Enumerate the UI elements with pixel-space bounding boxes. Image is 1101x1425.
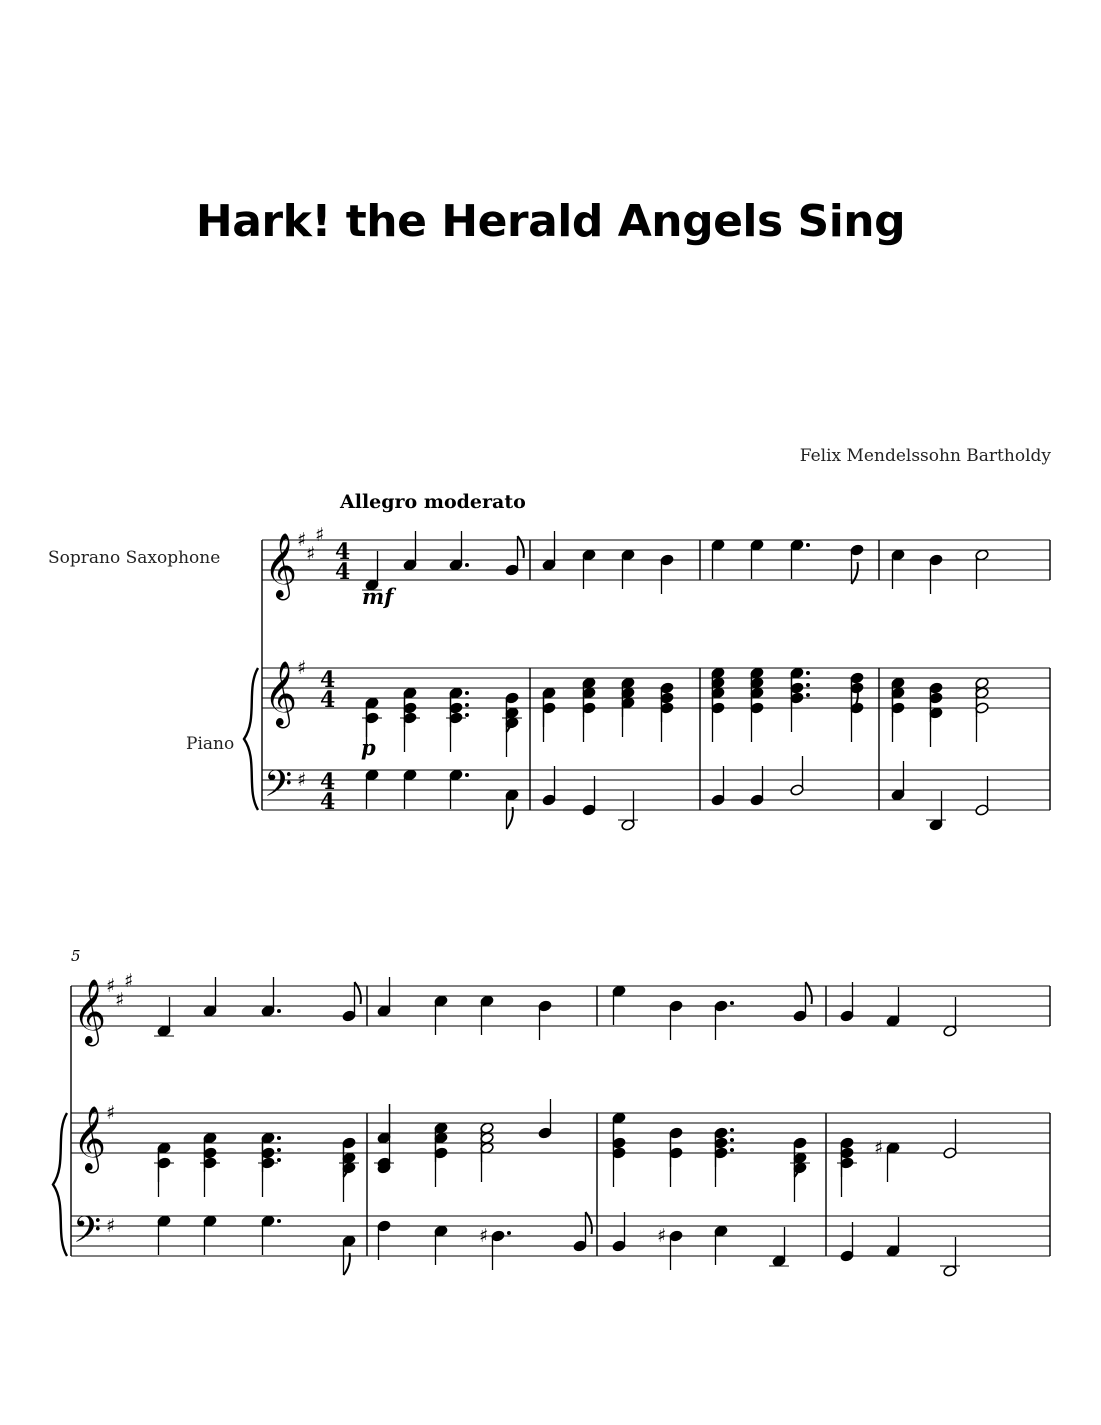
dot (806, 543, 810, 547)
dot (806, 671, 810, 675)
dot (277, 1148, 281, 1152)
dot (465, 713, 469, 717)
key-sharp: ♯ (315, 524, 325, 546)
dynamic-mf: mf (362, 584, 394, 609)
clefs-and-signatures (73, 524, 883, 1260)
dot (730, 1148, 734, 1152)
sharp-accidental: ♯ (657, 1225, 667, 1247)
key-sharp: ♯ (124, 970, 134, 992)
key-sharp: ♯ (297, 657, 307, 679)
key-sharp: ♯ (106, 1102, 116, 1124)
treble-clef: 𝄞 (264, 533, 298, 598)
composer-credit: Felix Mendelssohn Bartholdy (799, 446, 1051, 466)
page-title: Hark! the Herald Angels Sing (195, 196, 906, 247)
time-signature-top: 4 (335, 539, 351, 565)
flag (852, 562, 858, 584)
dot (465, 563, 469, 567)
treble-clef: 𝄞 (73, 979, 107, 1044)
time-signature-top: 4 (320, 667, 336, 693)
instrument-label-saxophone: Soprano Saxophone (48, 548, 221, 568)
sharp-accidental: ♯ (874, 1137, 884, 1159)
flag (355, 982, 361, 1004)
key-sharp: ♯ (115, 989, 125, 1011)
key-sharp: ♯ (297, 529, 307, 551)
flag (586, 1212, 592, 1234)
treble-clef: 𝄞 (73, 1106, 107, 1171)
piano-brace (53, 1113, 67, 1256)
piano-brace (244, 668, 258, 810)
time-signature-top: 4 (320, 769, 336, 795)
key-sharp: ♯ (106, 1215, 116, 1237)
dot (277, 1136, 281, 1140)
measure-number: 5 (71, 947, 81, 965)
dot (277, 1009, 281, 1013)
bass-clef: 𝄢 (264, 763, 293, 814)
time-signature-bottom: 4 (320, 687, 336, 713)
dot (465, 703, 469, 707)
flag (806, 982, 812, 1004)
dot (806, 683, 810, 687)
tempo-marking: Allegro moderato (340, 491, 526, 513)
dot (507, 1231, 511, 1235)
dynamic-p: p (361, 735, 376, 760)
key-sharp: ♯ (306, 543, 316, 565)
notes (154, 531, 989, 1277)
key-sharp: ♯ (297, 769, 307, 791)
dot (465, 691, 469, 695)
dot (465, 773, 469, 777)
sharp-accidental: ♯ (479, 1225, 489, 1247)
dot (730, 1138, 734, 1142)
staff-lines (53, 540, 1050, 1256)
time-signature-bottom: 4 (320, 789, 336, 815)
dot (730, 1001, 734, 1005)
dot (277, 1158, 281, 1162)
treble-clef: 𝄞 (264, 661, 298, 726)
key-sharp: ♯ (106, 975, 116, 997)
time-signature-bottom: 4 (335, 559, 351, 585)
instrument-label-piano: Piano (186, 734, 235, 754)
dot (277, 1219, 281, 1223)
dot (806, 693, 810, 697)
dot (730, 1128, 734, 1132)
bass-clef: 𝄢 (73, 1209, 102, 1260)
flag (518, 536, 524, 558)
